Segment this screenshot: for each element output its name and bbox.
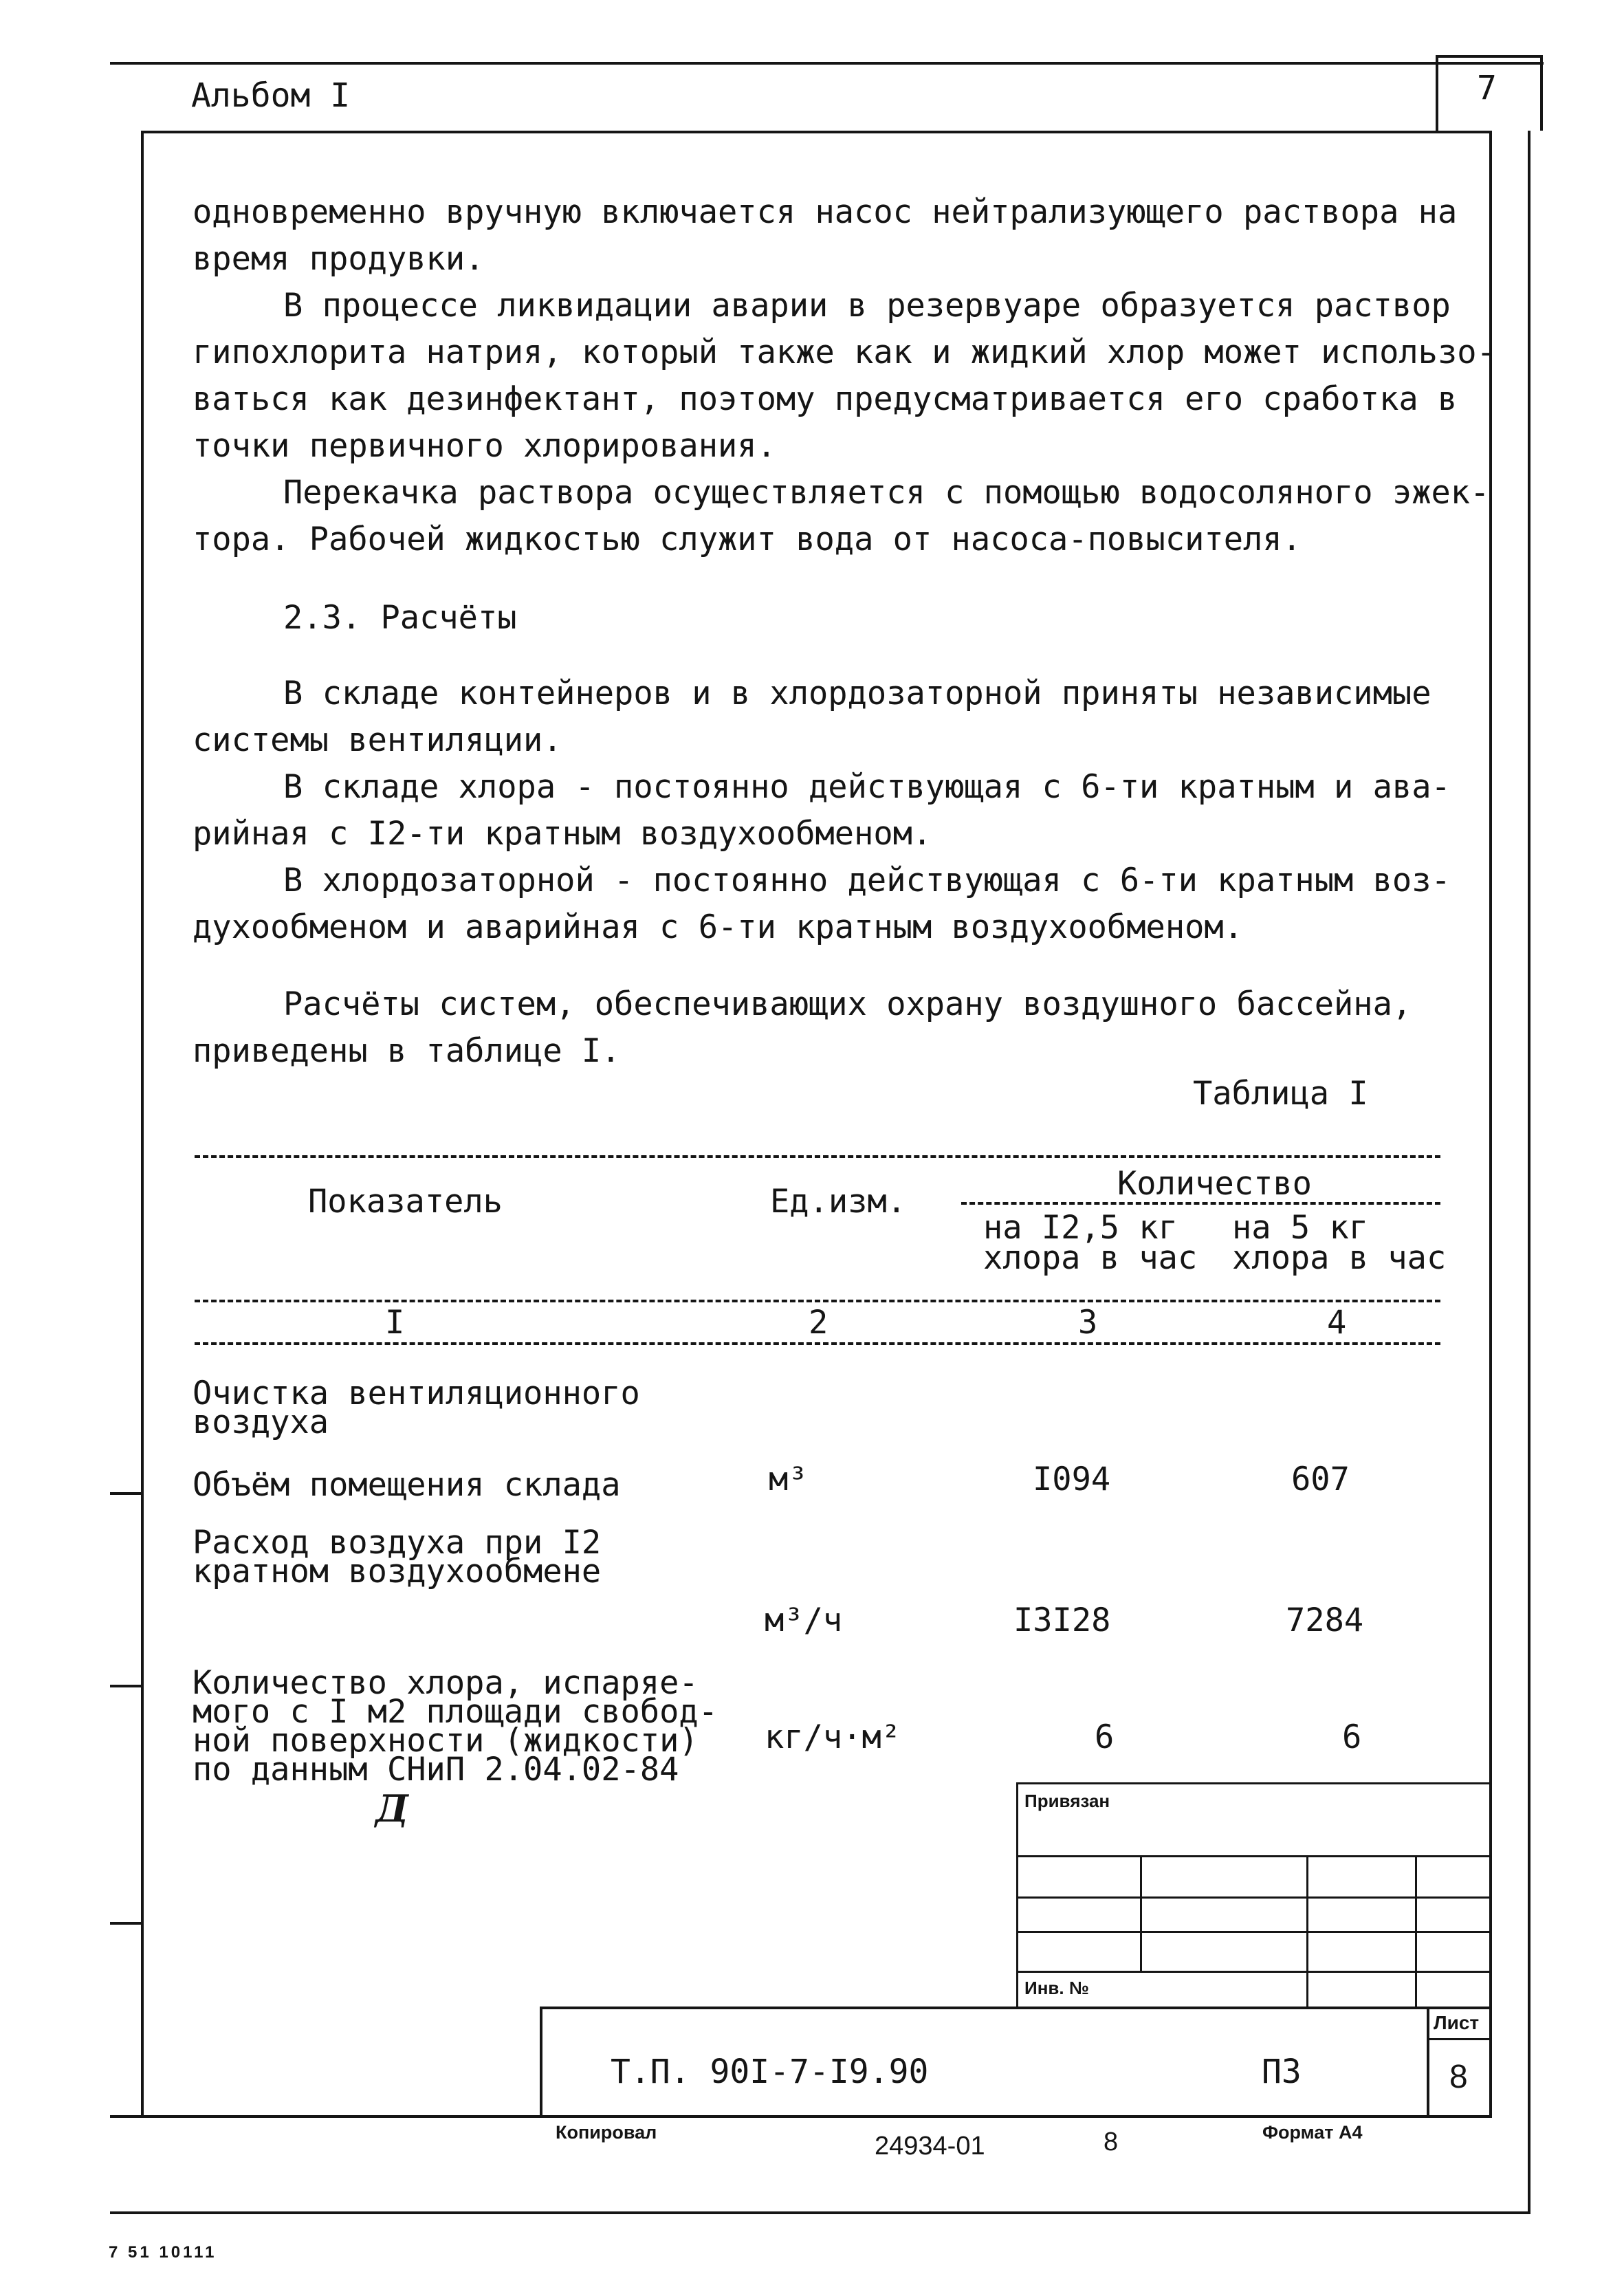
row-indicator-line: Расход воздуха при I2 <box>193 1524 602 1562</box>
page-number: 7 <box>1477 69 1497 107</box>
row-indicator-line: ной поверхности (жидкости) <box>193 1722 699 1760</box>
page-number-box-right <box>1540 55 1543 131</box>
page-number-box-top <box>1436 55 1543 58</box>
sheet-label: Лист <box>1434 2012 1480 2033</box>
row-q1: I094 <box>1033 1461 1111 1498</box>
stamp-rule <box>1016 1971 1491 1973</box>
column-number: 3 <box>1078 1304 1098 1342</box>
paragraph-line: точки первичного хлорирования. <box>193 427 776 465</box>
paragraph-line: духообменом и аварийная с 6-ти кратным воздухообменом. <box>193 908 1244 946</box>
row-indicator-line: воздуха <box>193 1403 329 1441</box>
stamp-rule <box>1016 1782 1491 1784</box>
designation: Т.П. 90I-7-I9.90 <box>611 2053 929 2091</box>
paragraph-line: В процессе ликвидации аварии в резервуаре образуется раствор <box>283 287 1451 325</box>
header-quantity: Количество <box>1117 1165 1312 1203</box>
column-number: I <box>385 1304 405 1342</box>
stamp-rule <box>1016 1855 1491 1857</box>
page-number-box-left <box>1436 55 1438 131</box>
header-col4-line2: хлора в час <box>1232 1239 1447 1277</box>
outer-bottom-border <box>110 2211 1530 2214</box>
section-heading: 2.3. Расчёты <box>283 599 517 637</box>
paragraph-line: В складе контейнеров и в хлордозаторной приняты независимые <box>283 675 1431 712</box>
stamp-rule <box>1016 1931 1491 1933</box>
paragraph-line: рийная с I2-ти кратным воздухообменом. <box>193 815 932 853</box>
paragraph-line: приведены в таблице I. <box>193 1032 621 1070</box>
table-caption: Таблица I <box>1193 1075 1368 1113</box>
paragraph-line: тора. Рабочей жидкостью служит вода от насоса-повысителя. <box>193 521 1302 558</box>
paragraph-line: системы вентиляции. <box>193 721 562 759</box>
margin-tick <box>110 1922 143 1925</box>
row-indicator-line: Количество хлора, испаряе- <box>193 1664 699 1702</box>
row-q1: I3I28 <box>1013 1601 1111 1639</box>
frame-right <box>1489 131 1492 2118</box>
paragraph-line: одновременно вручную включается насос нейтрализующего раствора на <box>193 193 1458 231</box>
paragraph-line: В хлордозаторной - постоянно действующая с 6-ти кратным воз- <box>283 862 1451 899</box>
stamp-main-left <box>540 2007 542 2117</box>
paragraph-line: время продувки. <box>193 240 485 278</box>
paragraph-line: В складе хлора - постоянно действующая с 6-ти кратным и ава- <box>283 768 1451 806</box>
stamp-rule <box>1016 1896 1491 1899</box>
stamp-rule <box>1306 1855 1308 2009</box>
bottom-code: 7 51 10111 <box>109 2243 217 2262</box>
paragraph-line: Перекачка раствора осуществляется с помощью водосоляного эжек- <box>283 474 1490 512</box>
album-label: Альбом I <box>191 76 351 115</box>
row-indicator-line: Объём помещения склада <box>193 1466 621 1504</box>
copied-label: Копировал <box>556 2122 657 2143</box>
handwritten-mark: Д <box>375 1786 409 1830</box>
frame-bottom <box>110 2115 1492 2118</box>
stamp-rule <box>1016 1782 1018 2009</box>
stamp-rule <box>1140 1855 1142 1971</box>
column-number: 4 <box>1327 1304 1347 1342</box>
paragraph-line: Расчёты систем, обеспечивающих охрану воздушного бассейна, <box>283 985 1412 1023</box>
stamp-main-top <box>540 2007 1492 2009</box>
row-indicator-line: Очистка вентиляционного <box>193 1375 640 1412</box>
attached-label: Привязан <box>1024 1791 1110 1811</box>
table-rule-header-bottom <box>195 1300 1440 1302</box>
inv-label: Инв. № <box>1024 1978 1089 1998</box>
header-col3-line2: хлора в час <box>983 1239 1198 1277</box>
header-unit: Ед.изм. <box>770 1183 907 1221</box>
row-indicator-line: кратном воздухообмене <box>193 1553 602 1590</box>
margin-tick <box>110 1492 143 1495</box>
header-col4-line1: на 5 кг <box>1232 1209 1369 1247</box>
order-sheet: 8 <box>1104 2128 1119 2156</box>
table-rule-numbers-bottom <box>195 1342 1440 1345</box>
row-q1: 6 <box>1095 1718 1115 1756</box>
outer-right-border <box>1528 131 1530 2214</box>
row-q2: 607 <box>1291 1461 1350 1498</box>
stamp-rule <box>1415 1855 1417 2009</box>
paragraph-line: ваться как дезинфектант, поэтому предусматривается его сработка в <box>193 380 1458 418</box>
row-q2: 6 <box>1342 1718 1362 1756</box>
frame-top <box>141 131 1492 133</box>
row-unit: м³ <box>769 1461 808 1498</box>
header-indicator: Показатель <box>308 1183 503 1221</box>
row-unit: кг/ч·м² <box>765 1718 901 1756</box>
table-rule-top <box>195 1155 1440 1158</box>
paragraph-line: гипохлорита натрия, который также как и жидкий хлор может использо- <box>193 334 1496 371</box>
frame-left <box>141 131 144 2118</box>
row-indicator-line: по данным СНиП 2.04.02-84 <box>193 1751 679 1789</box>
header-col3-line1: на I2,5 кг <box>983 1209 1178 1247</box>
column-number: 2 <box>809 1304 829 1342</box>
sheet-number: 8 <box>1449 2059 1468 2095</box>
order-number: 24934-01 <box>875 2132 985 2161</box>
row-indicator-line: мого с I м2 площади свобод- <box>193 1693 718 1731</box>
margin-tick <box>110 1685 143 1687</box>
row-unit: м³/ч <box>765 1601 843 1639</box>
format-label: Формат А4 <box>1262 2122 1363 2143</box>
stamp-sheet-divider <box>1427 2007 1429 2117</box>
stamp-sheet-rule <box>1427 2038 1492 2040</box>
row-q2: 7284 <box>1286 1601 1364 1639</box>
header-rule <box>110 62 1544 65</box>
doc-code: ПЗ <box>1262 2053 1302 2091</box>
